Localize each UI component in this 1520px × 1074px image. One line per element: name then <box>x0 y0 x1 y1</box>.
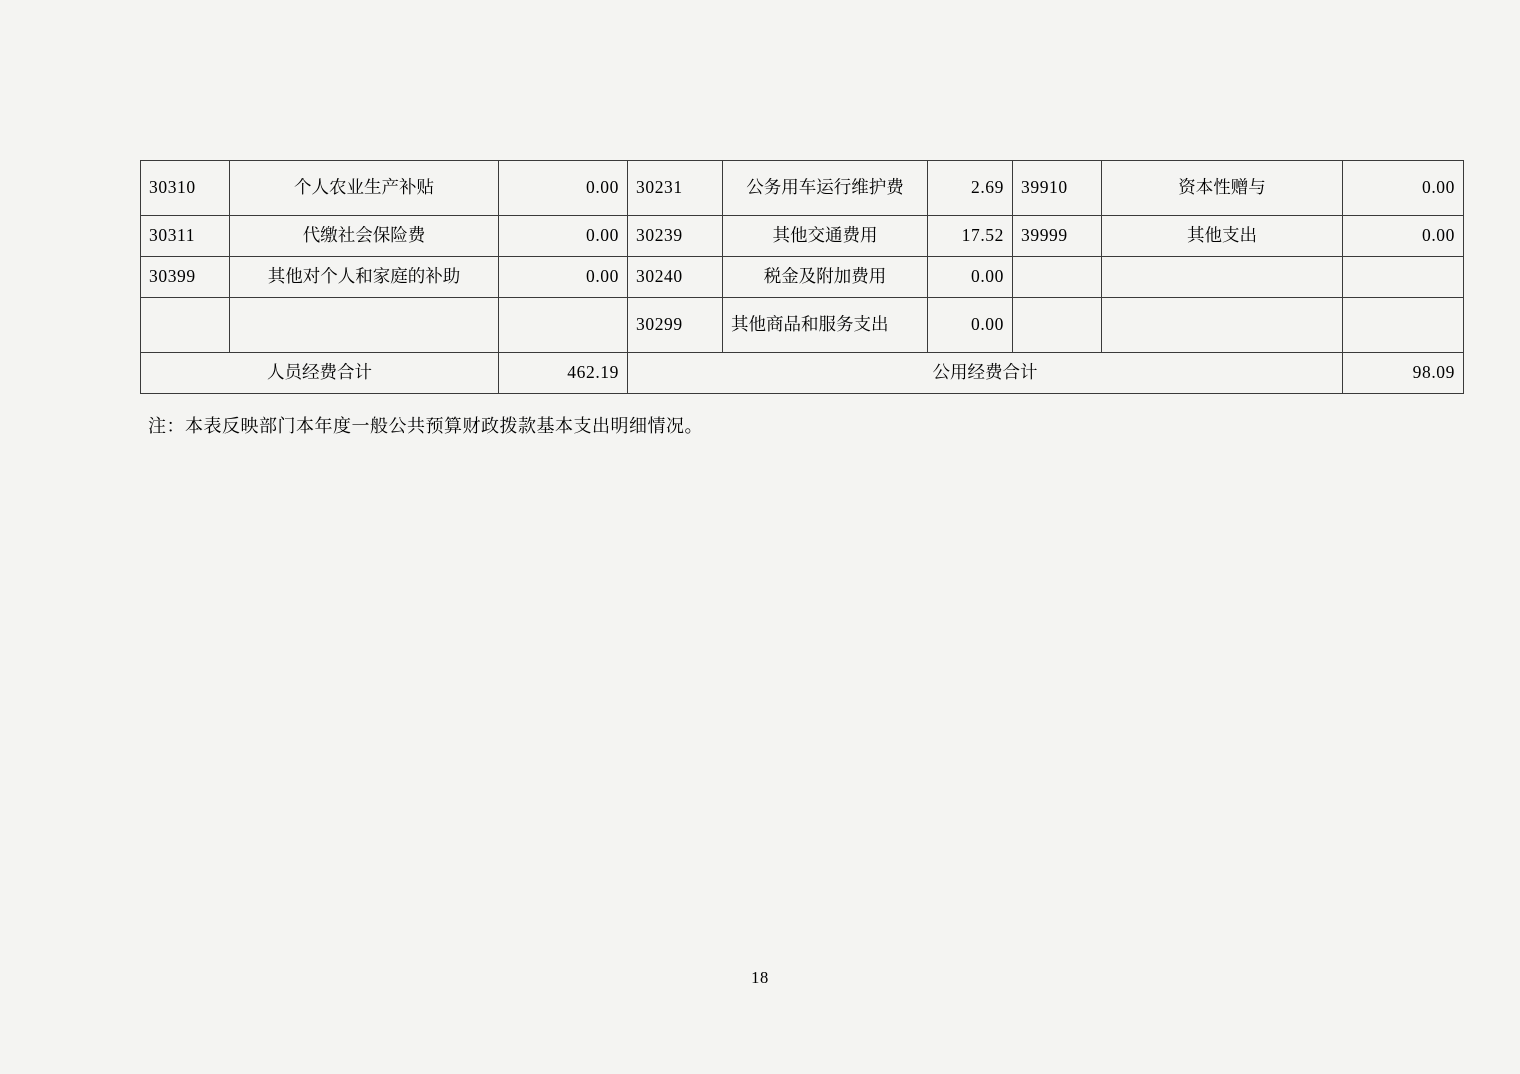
amount-right <box>1343 257 1464 298</box>
economic-name-middle: 公务用车运行维护费 <box>723 161 928 216</box>
economic-name-middle: 其他商品和服务支出 <box>723 298 928 353</box>
amount-middle: 0.00 <box>928 298 1013 353</box>
amount-middle: 2.69 <box>928 161 1013 216</box>
amount-middle: 0.00 <box>928 257 1013 298</box>
economic-code-left: 30311 <box>141 216 230 257</box>
economic-name-middle: 税金及附加费用 <box>723 257 928 298</box>
amount-right: 0.00 <box>1343 216 1464 257</box>
economic-code-left: 30399 <box>141 257 230 298</box>
economic-code-left <box>141 298 230 353</box>
public-total-value: 98.09 <box>1343 353 1464 394</box>
table-note: 注：本表反映部门本年度一般公共预算财政拨款基本支出明细情况。 <box>148 416 703 436</box>
economic-code-left: 30310 <box>141 161 230 216</box>
economic-name-middle: 其他交通费用 <box>723 216 928 257</box>
table-row <box>141 298 1464 353</box>
economic-code-middle: 30240 <box>628 257 723 298</box>
amount-right: 0.00 <box>1343 161 1464 216</box>
economic-code-right: 39999 <box>1013 216 1102 257</box>
economic-code-right <box>1013 257 1102 298</box>
economic-name-right <box>1102 257 1343 298</box>
amount-right <box>1343 298 1464 353</box>
economic-name-left: 代缴社会保险费 <box>230 216 499 257</box>
table-row <box>141 257 1464 298</box>
amount-left: 0.00 <box>499 216 628 257</box>
basic-expenditure-detail-table <box>140 160 1464 394</box>
amount-left: 0.00 <box>499 161 628 216</box>
amount-left <box>499 298 628 353</box>
economic-code-middle: 30239 <box>628 216 723 257</box>
amount-middle: 17.52 <box>928 216 1013 257</box>
budget-table-container <box>140 160 1455 394</box>
economic-name-right <box>1102 298 1343 353</box>
public-total-label: 公用经费合计 <box>628 353 1343 394</box>
table-row <box>141 216 1464 257</box>
personnel-total-value: 462.19 <box>499 353 628 394</box>
economic-code-right: 39910 <box>1013 161 1102 216</box>
economic-code-middle: 30231 <box>628 161 723 216</box>
economic-name-right: 其他支出 <box>1102 216 1343 257</box>
economic-name-left: 个人农业生产补贴 <box>230 161 499 216</box>
personnel-total-label: 人员经费合计 <box>141 353 499 394</box>
page-number: 18 <box>751 968 769 987</box>
amount-left: 0.00 <box>499 257 628 298</box>
table-row <box>141 161 1464 216</box>
economic-name-left: 其他对个人和家庭的补助 <box>230 257 499 298</box>
table-total-row <box>141 353 1464 394</box>
economic-code-middle: 30299 <box>628 298 723 353</box>
economic-name-right: 资本性赠与 <box>1102 161 1343 216</box>
economic-code-right <box>1013 298 1102 353</box>
economic-name-left <box>230 298 499 353</box>
